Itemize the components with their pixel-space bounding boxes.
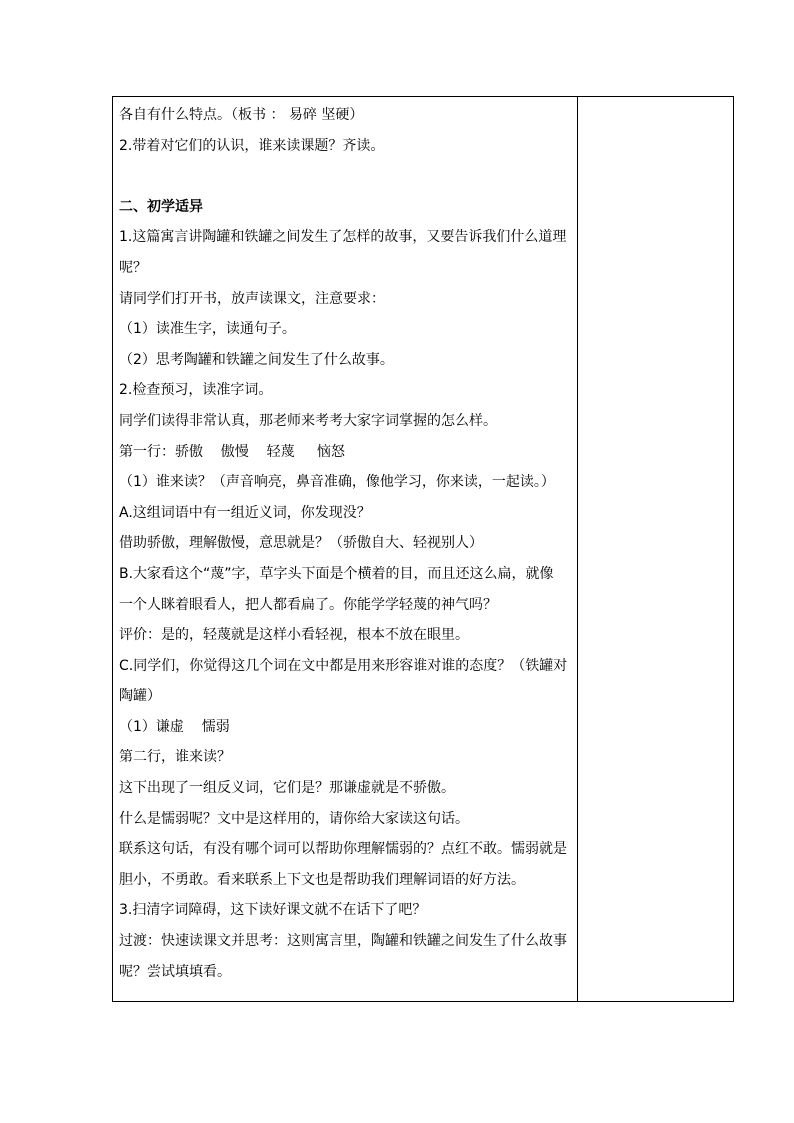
- text-line: 评价：是的，轻蔑就是这样小看轻视，根本不放在眼里。: [119, 627, 469, 644]
- text-line: （1）谦虚 懦弱: [119, 718, 230, 735]
- text-line: 这下出现了一组反义词，它们是？那谦虚就是不骄傲。: [119, 780, 455, 797]
- lesson-plan-table: [112, 96, 734, 1002]
- text-line: 同学们读得非常认真，那老师来考考大家字词掌握的怎么样。: [119, 412, 497, 429]
- text-line: （1）谁来读？（声音响亮，鼻音准确，像他学习，你来读，一起读。）: [119, 474, 555, 491]
- text-line: （1）读准生字，读通句子。: [119, 321, 296, 338]
- text-line: 呢？尝试填填看。: [119, 963, 231, 980]
- text-line: 2.带着对它们的认识，谁来读课题？齐读。: [119, 137, 385, 154]
- text-line: 呢？: [119, 259, 147, 276]
- text-line: C.同学们，你觉得这几个词在文中都是用来形容谁对谁的态度？（铁罐对: [119, 657, 568, 674]
- text-line: 3.扫清字词障碍，这下读好课文就不在话下了吧？: [119, 902, 427, 919]
- text-line: 各自有什么特点。（板书 ： 易碎 坚硬）: [119, 107, 364, 123]
- lesson-content-cell: [113, 97, 578, 1002]
- text-line: 第一行：骄傲 傲慢 轻蔑 恼怒: [119, 443, 345, 460]
- text-line: 过渡：快速读课文并思考：这则寓言里，陶罐和铁罐之间发生了什么故事: [119, 933, 567, 950]
- notes-cell: [578, 97, 734, 1002]
- table-row: [113, 97, 734, 1002]
- text-line: （2）思考陶罐和铁罐之间发生了什么故事。: [119, 351, 394, 368]
- text-line: 陶罐）: [119, 688, 161, 705]
- text-line: 一个人眯着眼看人，把人都看扁了。你能学学轻蔑的神气吗？: [119, 596, 497, 613]
- section-heading: 二、初学适异: [119, 198, 203, 215]
- lesson-content: [113, 97, 577, 987]
- text-line: A.这组词语中有一组近义词，你发现没？: [119, 504, 371, 521]
- text-line: 2.检查预习，读准字词。: [119, 382, 273, 399]
- text-line: 请同学们打开书，放声读课文，注意要求：: [119, 290, 385, 307]
- text-line: B.大家看这个“蔑”字，草字头下面是个横着的目，而且还这么扁，就像: [119, 565, 554, 582]
- text-line: 借助骄傲，理解傲慢，意思就是？（骄傲自大、轻视别人）: [119, 535, 483, 552]
- text-line: 联系这句话，有没有哪个词可以帮助你理解懦弱的？点红不敢。懦弱就是: [119, 841, 567, 858]
- text-line: 第二行，谁来读？: [119, 749, 231, 766]
- text-line: 什么是懦弱呢？文中是这样用的，请你给大家读这句话。: [119, 810, 469, 827]
- text-line: 胆小，不勇敢。看来联系上下文也是帮助我们理解词语的好方法。: [119, 871, 525, 888]
- text-line: 1.这篇寓言讲陶罐和铁罐之间发生了怎样的故事，又要告诉我们什么道理: [119, 229, 567, 246]
- blank-line: [119, 161, 571, 192]
